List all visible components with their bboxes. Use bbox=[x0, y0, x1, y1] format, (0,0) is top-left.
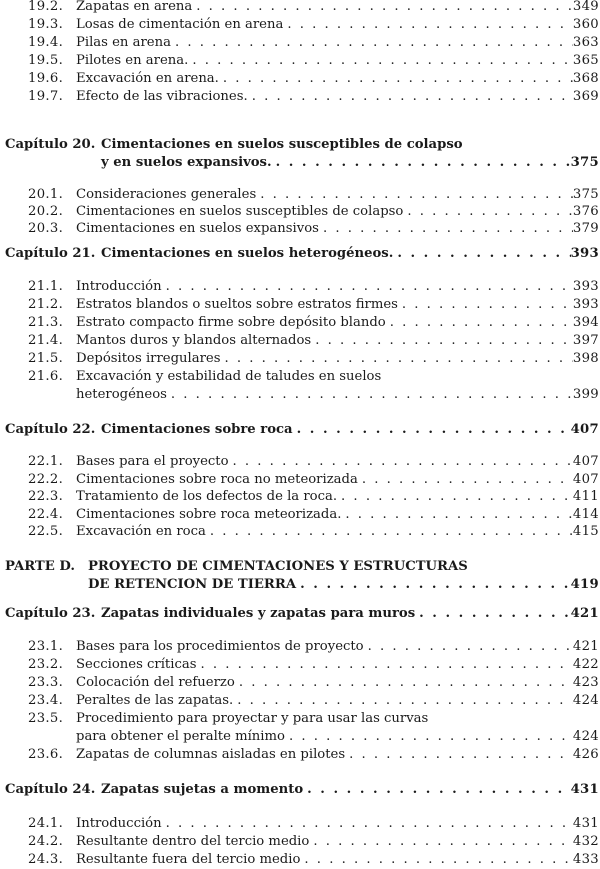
entry-title: Estratos blandos o sueltos sobre estratos firmes bbox=[76, 297, 398, 312]
entry-number: 19.2. bbox=[28, 0, 64, 14]
chapter-label: Capítulo 20. bbox=[5, 137, 96, 152]
entry-number: 19.4. bbox=[28, 35, 64, 50]
entry-number: 21.3. bbox=[28, 315, 64, 330]
entry-title: Losas de cimentación en arena bbox=[76, 17, 284, 32]
entry-number: 20.1. bbox=[28, 187, 64, 202]
leader-dots bbox=[252, 88, 573, 106]
entry-page: 415 bbox=[572, 524, 599, 539]
chapter-page: 431 bbox=[570, 782, 599, 797]
chapter-heading-cont[interactable] bbox=[0, 154, 600, 172]
entry-number: 21.6. bbox=[28, 369, 64, 384]
chapter-label: Capítulo 22. bbox=[5, 422, 96, 437]
toc-entry[interactable] bbox=[0, 350, 600, 368]
entry-page: 433 bbox=[572, 852, 599, 867]
entry-page: 393 bbox=[572, 297, 599, 312]
leader-dots bbox=[341, 488, 573, 506]
entry-title: Zapatas de columnas aisladas en pilotes bbox=[76, 747, 346, 762]
toc-entry[interactable] bbox=[0, 506, 600, 524]
toc-entry[interactable] bbox=[0, 0, 600, 16]
chapter-page: 407 bbox=[570, 422, 599, 437]
toc-entry[interactable] bbox=[0, 851, 600, 869]
leader-dots bbox=[237, 692, 573, 710]
toc-entry[interactable] bbox=[0, 34, 600, 52]
toc-entry[interactable] bbox=[0, 815, 600, 833]
toc-entry[interactable] bbox=[0, 656, 600, 674]
chapter-title: Cimentaciones sobre roca bbox=[101, 422, 293, 437]
toc-entry[interactable] bbox=[0, 52, 600, 70]
entry-number: 23.4. bbox=[28, 693, 64, 708]
chapter-title: Zapatas individuales y zapatas para muros bbox=[101, 606, 416, 621]
leader-dots bbox=[368, 638, 573, 656]
toc-entry[interactable] bbox=[0, 220, 600, 238]
chapter-label: Capítulo 24. bbox=[5, 782, 96, 797]
entry-title: Pilotes en arena. bbox=[76, 53, 189, 68]
toc-entry[interactable] bbox=[0, 674, 600, 692]
toc-entry[interactable] bbox=[0, 746, 600, 764]
toc-entry[interactable] bbox=[0, 692, 600, 710]
entry-number: 24.2. bbox=[28, 834, 64, 849]
toc-entry[interactable] bbox=[0, 186, 600, 204]
toc-entry[interactable] bbox=[0, 314, 600, 332]
entry-number: 23.3. bbox=[28, 675, 64, 690]
leader-dots bbox=[297, 421, 571, 439]
entry-page: 399 bbox=[572, 387, 599, 402]
toc-entry[interactable] bbox=[0, 278, 600, 296]
entry-page: 398 bbox=[572, 351, 599, 366]
chapter-page: 393 bbox=[570, 246, 599, 261]
entry-page: 368 bbox=[572, 71, 599, 86]
entry-page: 369 bbox=[572, 89, 599, 104]
entry-page: 349 bbox=[572, 0, 599, 14]
entry-number: 19.7. bbox=[28, 89, 64, 104]
toc-entry[interactable] bbox=[0, 710, 600, 728]
entry-number: 23.5. bbox=[28, 711, 64, 726]
part-title: PROYECTO DE CIMENTACIONES Y ESTRUCTURAS bbox=[88, 559, 468, 574]
entry-page: 432 bbox=[572, 834, 599, 849]
leader-dots bbox=[315, 332, 573, 350]
entry-title: Procedimiento para proyectar y para usar las curvas bbox=[76, 711, 429, 726]
leader-dots bbox=[233, 453, 573, 471]
entry-number: 21.5. bbox=[28, 351, 64, 366]
entry-number: 20.3. bbox=[28, 221, 64, 236]
entry-title: Excavación en arena. bbox=[76, 71, 219, 86]
entry-title: Depósitos irregulares bbox=[76, 351, 221, 366]
entry-number: 22.3. bbox=[28, 489, 64, 504]
entry-number: 22.2. bbox=[28, 472, 64, 487]
chapter-title: Cimentaciones en suelos susceptibles de colapso bbox=[101, 137, 463, 152]
entry-number: 21.2. bbox=[28, 297, 64, 312]
entry-title: heterogéneos bbox=[76, 387, 167, 402]
leader-dots bbox=[171, 386, 573, 404]
chapter-heading[interactable] bbox=[0, 605, 600, 623]
leader-dots bbox=[307, 781, 570, 799]
toc-entry[interactable] bbox=[0, 16, 600, 34]
entry-title: Bases para el proyecto bbox=[76, 454, 229, 469]
part-page: 419 bbox=[570, 577, 599, 592]
entry-number: 22.4. bbox=[28, 507, 64, 522]
leader-dots bbox=[223, 70, 573, 88]
part-heading-cont[interactable] bbox=[0, 576, 600, 594]
entry-title: Peraltes de las zapatas. bbox=[76, 693, 234, 708]
leader-dots bbox=[397, 245, 570, 263]
toc-entry[interactable] bbox=[0, 638, 600, 656]
entry-number: 19.5. bbox=[28, 53, 64, 68]
entry-title: Cimentaciones en suelos susceptibles de colapso bbox=[76, 204, 404, 219]
chapter-label: Capítulo 23. bbox=[5, 606, 96, 621]
entry-page: 426 bbox=[572, 747, 599, 762]
leader-dots bbox=[407, 203, 573, 221]
leader-dots bbox=[196, 0, 573, 16]
part-label: PARTE D. bbox=[5, 559, 75, 574]
entry-number: 24.1. bbox=[28, 816, 64, 831]
entry-title: Cimentaciones sobre roca no meteorizada bbox=[76, 472, 358, 487]
leader-dots bbox=[304, 851, 573, 869]
entry-number: 21.1. bbox=[28, 279, 64, 294]
leader-dots bbox=[224, 350, 572, 368]
entry-title: Introducción bbox=[76, 816, 162, 831]
leader-dots bbox=[166, 815, 573, 833]
leader-dots bbox=[287, 16, 573, 34]
entry-number: 22.5. bbox=[28, 524, 64, 539]
chapter-title: Zapatas sujetas a momento bbox=[101, 782, 304, 797]
entry-page: 422 bbox=[572, 657, 599, 672]
entry-page: 365 bbox=[572, 53, 599, 68]
entry-page: 411 bbox=[572, 489, 599, 504]
entry-title: Bases para los procedimientos de proyecto bbox=[76, 639, 364, 654]
toc-entry[interactable] bbox=[0, 471, 600, 489]
leader-dots bbox=[289, 728, 573, 746]
entry-page: 414 bbox=[572, 507, 599, 522]
entry-title: Introducción bbox=[76, 279, 162, 294]
leader-dots bbox=[362, 471, 573, 489]
entry-title: Colocación del refuerzo bbox=[76, 675, 235, 690]
entry-number: 20.2. bbox=[28, 204, 64, 219]
entry-page: 360 bbox=[572, 17, 599, 32]
toc-entry[interactable] bbox=[0, 70, 600, 88]
entry-page: 397 bbox=[572, 333, 599, 348]
entry-title: Cimentaciones sobre roca meteorizada. bbox=[76, 507, 342, 522]
entry-number: 23.6. bbox=[28, 747, 64, 762]
leader-dots bbox=[166, 278, 573, 296]
toc-entry-cont[interactable] bbox=[0, 386, 600, 404]
chapter-heading[interactable] bbox=[0, 421, 600, 439]
chapter-heading[interactable] bbox=[0, 136, 600, 154]
toc-entry[interactable] bbox=[0, 296, 600, 314]
leader-dots bbox=[402, 296, 573, 314]
entry-title: Efecto de las vibraciones. bbox=[76, 89, 248, 104]
leader-dots bbox=[313, 833, 573, 851]
leader-dots bbox=[300, 576, 570, 594]
entry-page: 407 bbox=[572, 472, 599, 487]
entry-title: Resultante dentro del tercio medio bbox=[76, 834, 310, 849]
entry-number: 23.2. bbox=[28, 657, 64, 672]
leader-dots bbox=[390, 314, 573, 332]
toc-entry[interactable] bbox=[0, 368, 600, 386]
toc-entry[interactable] bbox=[0, 523, 600, 541]
entry-page: 363 bbox=[572, 35, 599, 50]
entry-page: 424 bbox=[572, 729, 599, 744]
entry-title: Excavación y estabilidad de taludes en suelos bbox=[76, 369, 382, 384]
entry-page: 424 bbox=[572, 693, 599, 708]
toc-entry-cont[interactable] bbox=[0, 728, 600, 746]
entry-number: 21.4. bbox=[28, 333, 64, 348]
leader-dots bbox=[349, 746, 573, 764]
entry-number: 19.3. bbox=[28, 17, 64, 32]
toc-entry[interactable] bbox=[0, 88, 600, 106]
entry-title: Pilas en arena bbox=[76, 35, 171, 50]
toc-entry[interactable] bbox=[0, 488, 600, 506]
entry-page: 407 bbox=[572, 454, 599, 469]
entry-page: 394 bbox=[572, 315, 599, 330]
entry-page: 376 bbox=[572, 204, 599, 219]
entry-number: 19.6. bbox=[28, 71, 64, 86]
entry-title: Estrato compacto firme sobre depósito blando bbox=[76, 315, 386, 330]
entry-number: 23.1. bbox=[28, 639, 64, 654]
entry-title: Cimentaciones en suelos expansivos bbox=[76, 221, 319, 236]
chapter-page: 375 bbox=[570, 155, 599, 170]
toc-entry[interactable] bbox=[0, 203, 600, 221]
entry-page: 379 bbox=[572, 221, 599, 236]
entry-title: Zapatas en arena bbox=[76, 0, 193, 14]
entry-number: 22.1. bbox=[28, 454, 64, 469]
chapter-page: 421 bbox=[570, 606, 599, 621]
leader-dots bbox=[260, 186, 573, 204]
entry-number: 24.3. bbox=[28, 852, 64, 867]
entry-title: Secciones críticas bbox=[76, 657, 197, 672]
entry-page: 431 bbox=[572, 816, 599, 831]
leader-dots bbox=[210, 523, 573, 541]
entry-page: 393 bbox=[572, 279, 599, 294]
entry-title: Mantos duros y blandos alternados bbox=[76, 333, 312, 348]
part-heading[interactable] bbox=[0, 558, 600, 576]
chapter-heading[interactable] bbox=[0, 781, 600, 799]
chapter-title: y en suelos expansivos. bbox=[101, 155, 272, 170]
entry-title: Consideraciones generales bbox=[76, 187, 257, 202]
leader-dots bbox=[175, 34, 573, 52]
entry-page: 421 bbox=[572, 639, 599, 654]
entry-title: Resultante fuera del tercio medio bbox=[76, 852, 301, 867]
entry-title: Excavación en roca bbox=[76, 524, 206, 539]
entry-page: 423 bbox=[572, 675, 599, 690]
leader-dots bbox=[239, 674, 573, 692]
chapter-heading[interactable] bbox=[0, 245, 600, 263]
leader-dots bbox=[276, 154, 571, 172]
leader-dots bbox=[200, 656, 572, 674]
toc-entry[interactable] bbox=[0, 332, 600, 350]
entry-title: para obtener el peralte mínimo bbox=[76, 729, 285, 744]
toc-entry[interactable] bbox=[0, 453, 600, 471]
chapter-label: Capítulo 21. bbox=[5, 246, 96, 261]
chapter-title: Cimentaciones en suelos heterogéneos. bbox=[101, 246, 394, 261]
toc-entry[interactable] bbox=[0, 833, 600, 851]
leader-dots bbox=[323, 220, 573, 238]
entry-title: Tratamiento de los defectos de la roca. bbox=[76, 489, 338, 504]
part-title: DE RETENCION DE TIERRA bbox=[88, 577, 297, 592]
leader-dots bbox=[192, 52, 573, 70]
entry-page: 375 bbox=[572, 187, 599, 202]
leader-dots bbox=[419, 605, 570, 623]
leader-dots bbox=[345, 506, 573, 524]
